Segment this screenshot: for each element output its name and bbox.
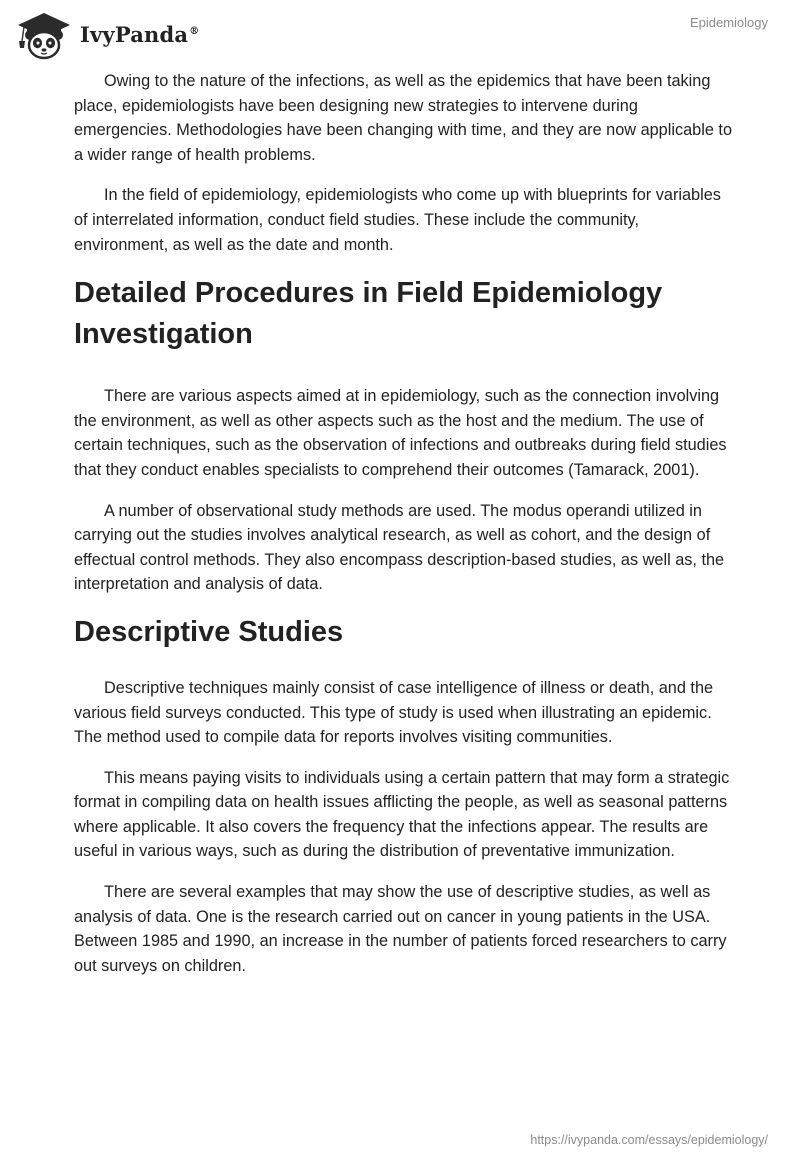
paragraph: There are various aspects aimed at in epidemiology, such as the connection involving the environment, as well as other aspects such as the host and the medium. The use of certain techniques, such as the observation of infections and outbreaks during field studies that they conduct enables specialists to comprehend their outcomes (Tamarack, 2001).	[74, 387, 727, 479]
brand-name	[80, 22, 199, 47]
essay-content	[74, 69, 734, 978]
panda-mascot-icon	[14, 8, 72, 60]
section-heading: Descriptive Studies	[74, 615, 344, 648]
paragraph: In the field of epidemiology, epidemiologists who come up with blueprints for variables of interrelated information, conduct field studies. These include the community, environment, as well as the date and month.	[74, 186, 721, 254]
paragraph: This means paying visits to individuals using a certain pattern that may form a strategic format in compiling data on health issues afflicting the people, as well as seasonal patterns where applicable. It also covers the frequency that the infections appear. The results are useful in various ways, such as during the distribution of preventative immunization.	[74, 768, 730, 861]
registered-mark: ®	[189, 25, 200, 37]
paragraph: There are several examples that may show the use of descriptive studies, as well as analysis of data. One is the research carried out on cancer in young patients in the USA. Between 1985 and 1990, an increase in the number of patients forced researchers to carry out surveys on children.	[74, 883, 727, 975]
section-heading: Detailed Procedures in Field Epidemiology Investigation	[74, 277, 663, 351]
paragraph: A number of observational study methods are used. The modus operandi utilized in carrying out the studies involves analytical research, as well as cohort, and the design of effectual control methods. They also encompass description-based studies, as well as, the interpretation and analysis of data.	[74, 501, 725, 594]
brand-logo[interactable]	[14, 8, 199, 60]
document-title: Epidemiology	[689, 15, 768, 30]
paragraph: Descriptive techniques mainly consist of case intelligence of illness or death, and the various field surveys conducted. This type of study is used when illustrating an epidemic. The method used to compile data for reports involves visiting communities.	[74, 678, 714, 747]
page-header	[0, 0, 800, 70]
footer-url-link[interactable]: https://ivypanda.com/essays/epidemiology/	[530, 1133, 768, 1147]
paragraph: Owing to the nature of the infections, as well as the epidemics that have been taking place, epidemiologists have been designing new strategies to intervene during emergencies. Methodologies have been changing with time, and they are now applicable to a wider range of health problems.	[74, 72, 732, 164]
brand-text: IvyPanda	[80, 21, 189, 47]
